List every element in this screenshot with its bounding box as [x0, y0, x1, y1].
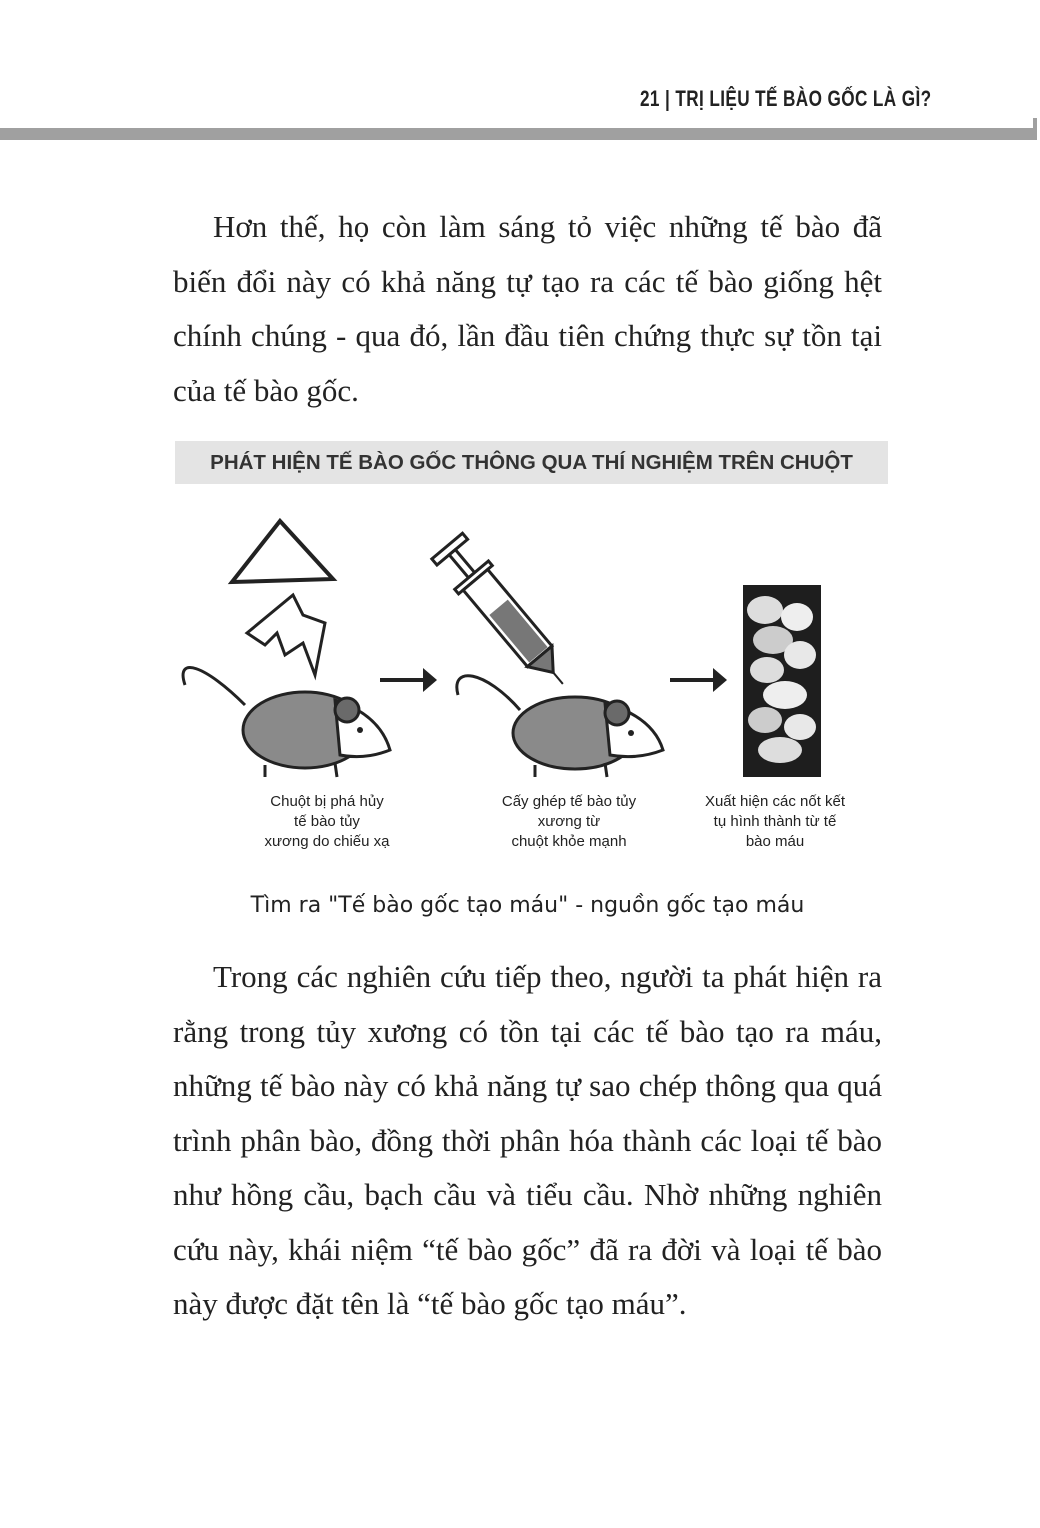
irradiated-mouse-icon	[183, 668, 390, 777]
arrow-right-icon	[670, 668, 727, 692]
caption-line: tụ hình thành từ tế	[713, 813, 837, 830]
syringe-icon	[430, 532, 579, 698]
figure-subtitle: Tìm ra "Tế bào gốc tạo máu" - nguồn gốc tạo máu	[250, 893, 805, 918]
arrow-right-icon	[380, 668, 437, 692]
caption-line: chuột khỏe mạnh	[511, 833, 627, 850]
transplanted-mouse-icon	[457, 676, 663, 777]
header-divider	[0, 128, 1036, 140]
body-paragraph: Trong các nghiên cứu tiếp theo, người ta phát hiện ra rằng trong tủy xương có tồn tại các tế bào tạo ra máu, những tế bào này có khả năng tự sao chép thông qua quá trình phân bào, đồng thời phân hóa thành các loại tế bào như hồng cầu, bạch cầu và tiểu cầu. Nhờ những nghiên cứu này, khái niệm “tế bào gốc” đã ra đời và loại tế bào này được đặt tên là “tế bào gốc tạo máu”.	[173, 959, 882, 1321]
experiment-illustration	[175, 505, 875, 790]
caption-line: xương từ	[537, 813, 601, 830]
step-2-caption	[469, 792, 669, 852]
caption-line: Chuột bị phá hủy	[270, 793, 384, 810]
caption-line: xương do chiếu xạ	[264, 833, 390, 850]
caption-line: tế bào tủy	[294, 813, 360, 830]
caption-line: bào máu	[745, 833, 805, 850]
caption-line: Cấy ghép tế bào tủy	[501, 793, 637, 810]
body-paragraph: Hơn thế, họ còn làm sáng tỏ việc những tế bào đã biến đổi này có khả năng tự tạo ra các tế bào giống hệt chính chúng - qua đó, lần đầu tiên chứng thực sự tồn tại của tế bào gốc.	[173, 209, 882, 408]
header-divider-tick	[1033, 118, 1037, 140]
caption-line: Xuất hiện các nốt kết	[704, 793, 846, 810]
step-3-caption	[675, 792, 875, 852]
figure-title: PHÁT HIỆN TẾ BÀO GỐC THÔNG QUA THÍ NGHIỆM TRÊN CHUỘT	[175, 441, 888, 484]
lightning-icon	[247, 595, 325, 675]
running-header: 21 | TRỊ LIỆU TẾ BÀO GỐC LÀ GÌ?	[640, 86, 932, 111]
radiation-triangle-icon	[232, 521, 333, 582]
step-1-caption	[227, 792, 427, 852]
blood-cell-colony-icon	[743, 585, 821, 777]
